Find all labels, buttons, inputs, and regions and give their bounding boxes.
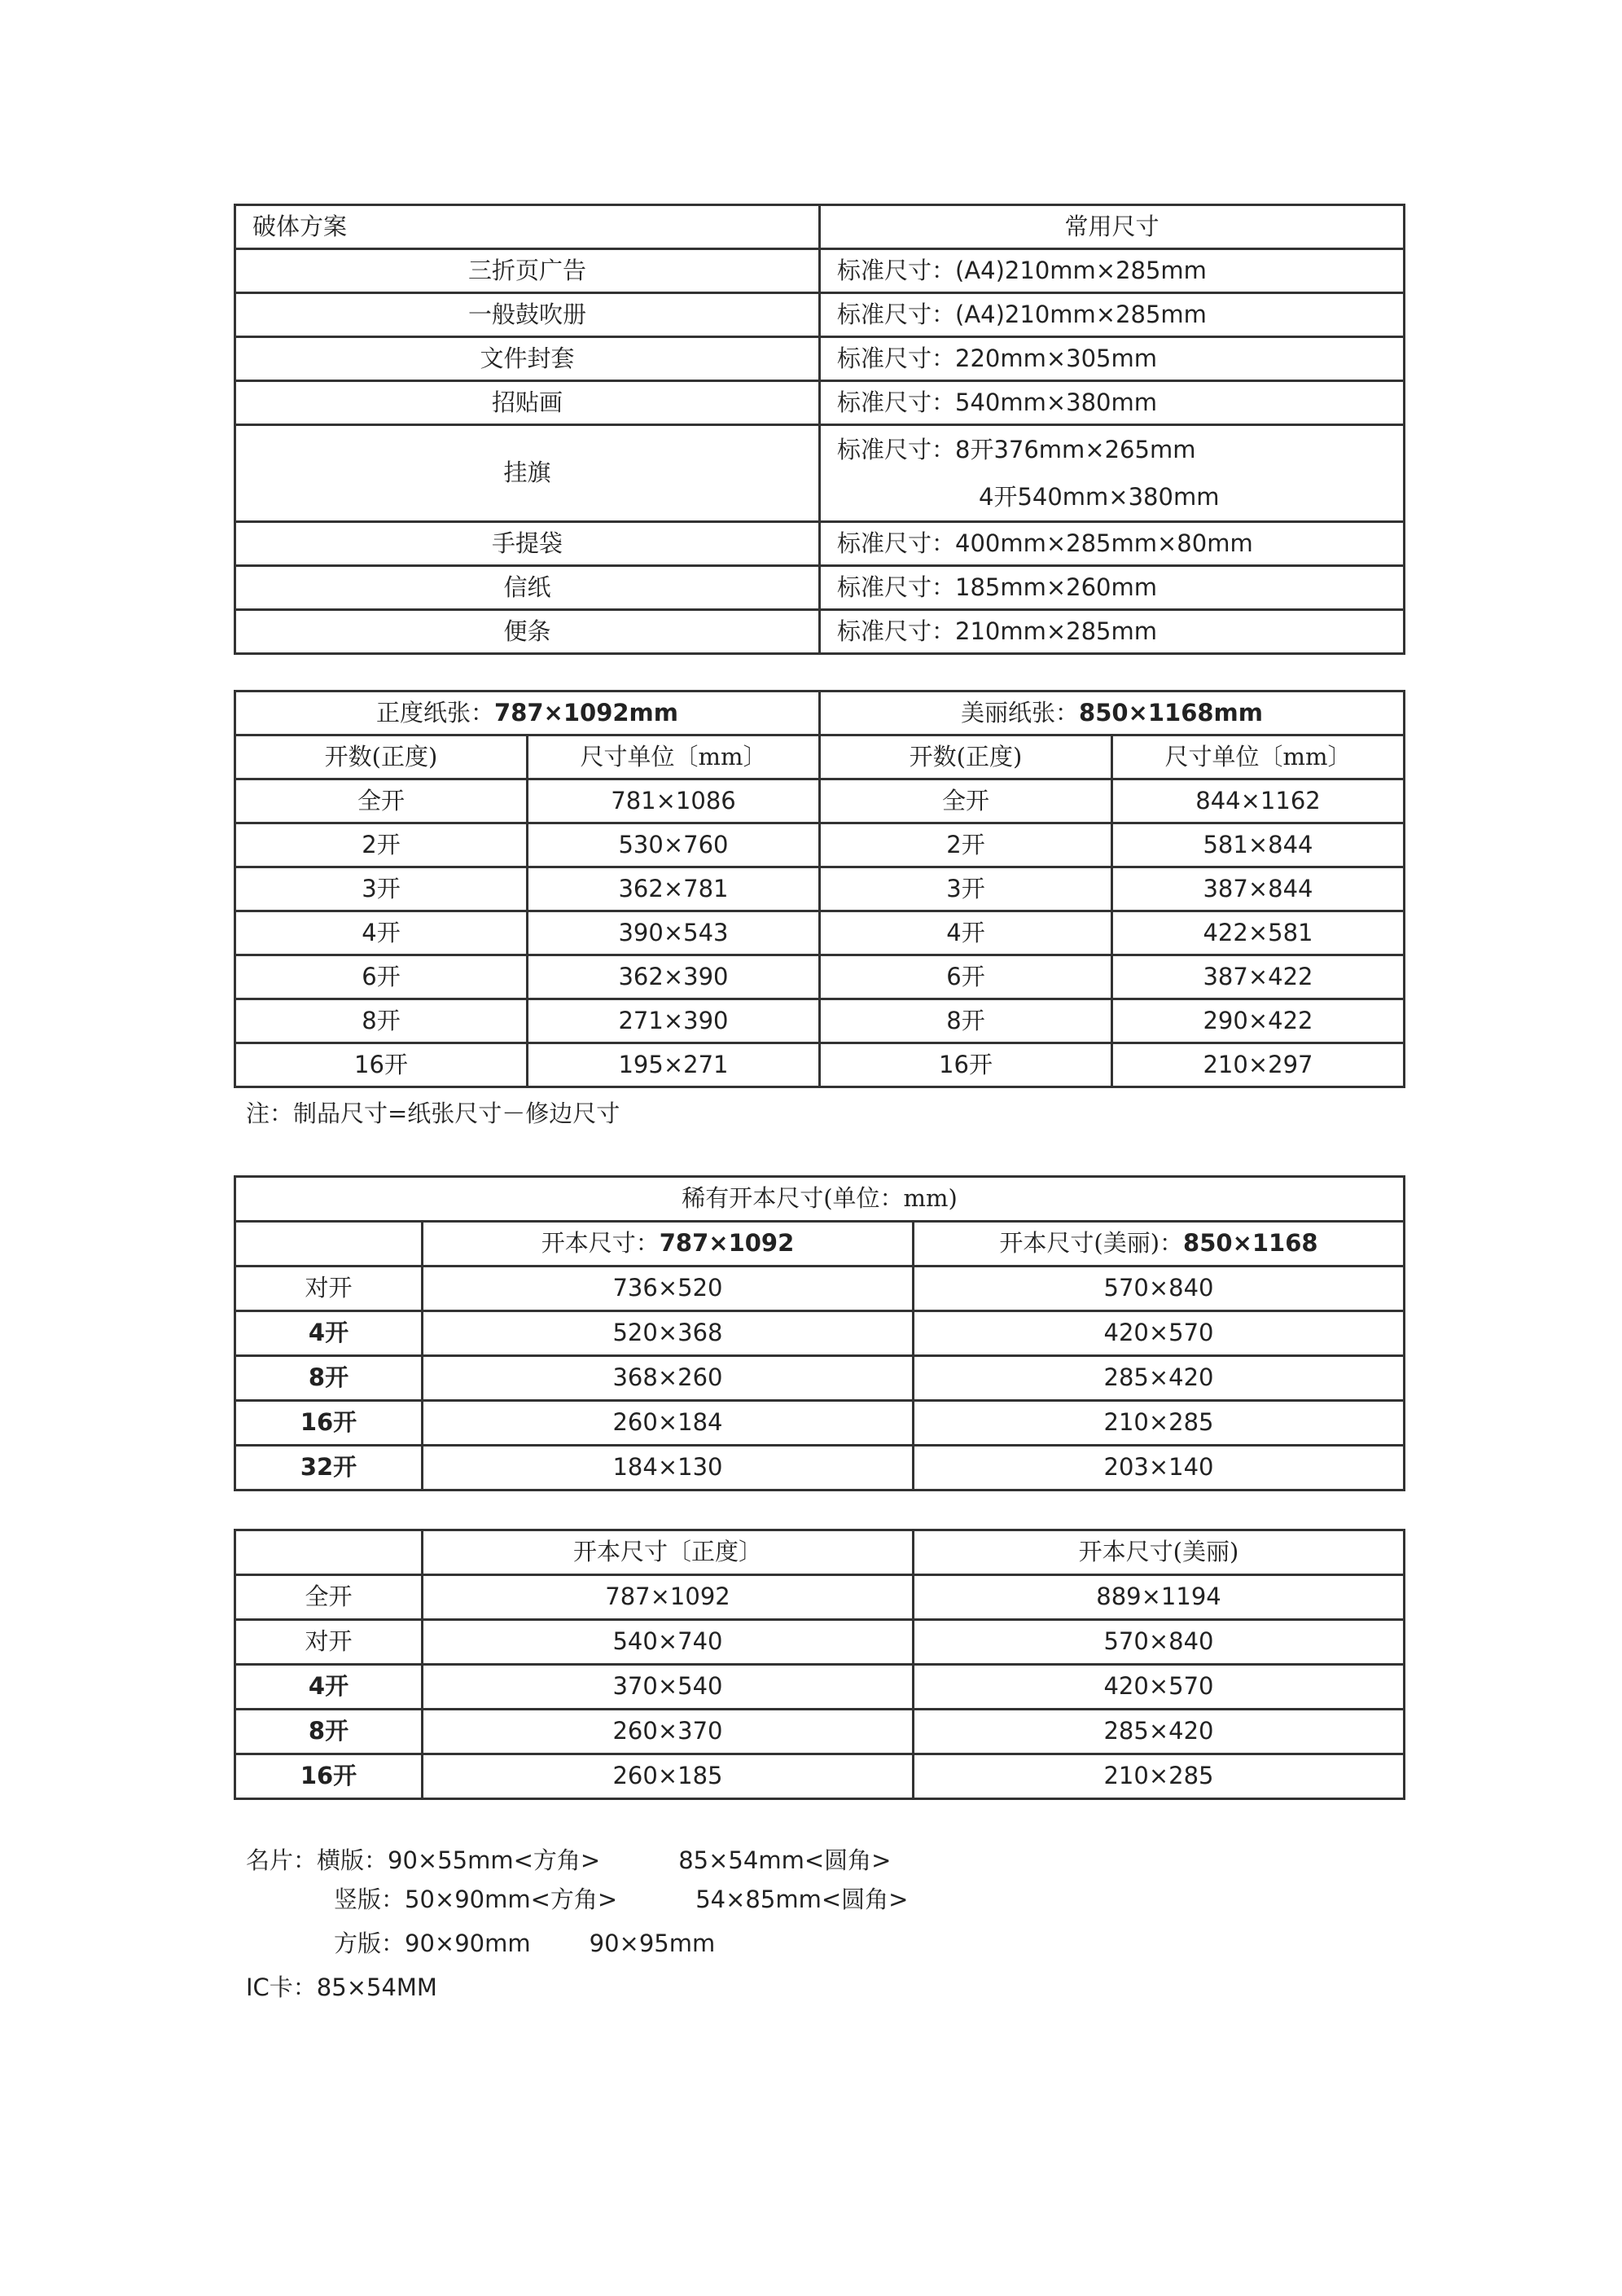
media-name: 招贴画 (235, 381, 820, 425)
media-size: 标准尺寸：210mm×285mm (820, 610, 1405, 654)
header-common-size: 常用尺寸 (820, 205, 1405, 249)
table-row (235, 566, 1405, 610)
large-size: 203×140 (914, 1446, 1405, 1490)
standard-size: 370×540 (423, 1665, 914, 1710)
table-row (235, 381, 1405, 425)
large-size: 285×420 (914, 1710, 1405, 1754)
paper-size: 271×390 (528, 999, 820, 1043)
open-count: 全开 (235, 779, 528, 823)
square-size-b: 90×95mm (589, 1929, 716, 1957)
open-count: 6开 (235, 955, 528, 999)
col-size-unit: 尺寸单位〔mm〕 (528, 735, 820, 779)
large-size: 889×1194 (914, 1575, 1405, 1620)
open-count: 2开 (235, 823, 528, 867)
note-text: 注：制品尺寸=纸张尺寸－修边尺寸 (246, 1100, 620, 1127)
large-size: 420×570 (914, 1665, 1405, 1710)
large-size: 285×420 (914, 1356, 1405, 1401)
rare-format-table (234, 1175, 1405, 1491)
media-name: 便条 (235, 610, 820, 654)
portrait-round-size: 54×85mm<圆角> (695, 1886, 909, 1913)
table-row (235, 955, 1405, 999)
square-label: 方版： (334, 1929, 406, 1957)
open-count: 8开 (235, 999, 528, 1043)
paper-size: 844×1162 (1112, 779, 1405, 823)
media-size: 标准尺寸：540mm×380mm (820, 381, 1405, 425)
business-card-landscape-line (246, 1842, 891, 1876)
paper-size: 210×297 (1112, 1043, 1405, 1087)
header-media: 破体方案 (235, 205, 820, 249)
media-size-table (234, 204, 1405, 655)
format-label: 4开 (235, 1311, 423, 1356)
table-row (235, 823, 1405, 867)
landscape-square-size: 90×55mm<方角> (388, 1846, 601, 1874)
large-size: 210×285 (914, 1754, 1405, 1799)
standard-size: 520×368 (423, 1311, 914, 1356)
media-size: 标准尺寸：400mm×285mm×80mm (820, 522, 1405, 566)
landscape-label: 横版： (317, 1846, 388, 1874)
standard-size: 260×184 (423, 1401, 914, 1446)
format-label: 全开 (235, 1575, 423, 1620)
large-paper-title: 美丽纸张：850×1168mm (820, 691, 1405, 735)
business-card-square-line (334, 1925, 715, 1959)
open-count: 8开 (820, 999, 1112, 1043)
col-large-format: 开本尺寸(美丽)：850×1168 (914, 1222, 1405, 1267)
table-row (235, 425, 1405, 522)
table-row (235, 249, 1405, 293)
standard-size: 787×1092 (423, 1575, 914, 1620)
paper-size-table (234, 690, 1405, 1088)
ic-card-size: IC卡：85×54MM (246, 1973, 437, 2001)
standard-size: 540×740 (423, 1620, 914, 1665)
table-header-row (235, 735, 1405, 779)
media-size: 标准尺寸：(A4)210mm×285mm (820, 249, 1405, 293)
empty-header-cell (235, 1530, 423, 1575)
media-name: 三折页广告 (235, 249, 820, 293)
table-row (235, 1620, 1405, 1665)
business-card-label: 名片： (246, 1846, 318, 1874)
table-header-row (235, 205, 1405, 249)
open-count: 4开 (235, 911, 528, 955)
table-row (235, 293, 1405, 337)
table-row (235, 1401, 1405, 1446)
paper-size: 422×581 (1112, 911, 1405, 955)
format-label: 16开 (235, 1401, 423, 1446)
empty-header-cell (235, 1222, 423, 1267)
col-standard-format: 开本尺寸〔正度〕 (423, 1530, 914, 1575)
media-name: 挂旗 (235, 425, 820, 522)
paper-size: 362×781 (528, 867, 820, 911)
format-size-table (234, 1529, 1405, 1800)
table-row (235, 337, 1405, 381)
table-row (235, 1710, 1405, 1754)
portrait-label: 竖版： (334, 1886, 406, 1913)
square-size-a: 90×90mm (405, 1929, 531, 1957)
col-size-unit: 尺寸单位〔mm〕 (1112, 735, 1405, 779)
paper-size: 290×422 (1112, 999, 1405, 1043)
standard-size: 184×130 (423, 1446, 914, 1490)
paper-size: 195×271 (528, 1043, 820, 1087)
open-count: 3开 (820, 867, 1112, 911)
open-count: 全开 (820, 779, 1112, 823)
table-row (235, 1311, 1405, 1356)
table-row (235, 1267, 1405, 1311)
standard-paper-title: 正度纸张：787×1092mm (235, 691, 820, 735)
open-count: 2开 (820, 823, 1112, 867)
media-name: 文件封套 (235, 337, 820, 381)
media-size: 标准尺寸：220mm×305mm (820, 337, 1405, 381)
table-row (235, 1575, 1405, 1620)
media-size-secondary: 4开540mm×380mm (979, 483, 1220, 511)
standard-size: 368×260 (423, 1356, 914, 1401)
table-row (235, 911, 1405, 955)
col-large-format: 开本尺寸(美丽) (914, 1530, 1405, 1575)
media-name: 手提袋 (235, 522, 820, 566)
paper-size: 581×844 (1112, 823, 1405, 867)
table-row (235, 867, 1405, 911)
table-row (235, 1043, 1405, 1087)
media-size: 标准尺寸：8开376mm×265mm (837, 436, 1196, 463)
format-label: 4开 (235, 1665, 423, 1710)
table-row (235, 522, 1405, 566)
large-size: 570×840 (914, 1620, 1405, 1665)
paper-size: 362×390 (528, 955, 820, 999)
table-row (235, 1665, 1405, 1710)
media-name: 信纸 (235, 566, 820, 610)
table-row (235, 1754, 1405, 1799)
table-row (235, 610, 1405, 654)
col-open-count: 开数(正度) (820, 735, 1112, 779)
media-size: 标准尺寸：(A4)210mm×285mm (820, 293, 1405, 337)
format-label: 8开 (235, 1356, 423, 1401)
business-card-portrait-line (334, 1881, 908, 1915)
large-size: 420×570 (914, 1311, 1405, 1356)
paper-size: 781×1086 (528, 779, 820, 823)
table-row (235, 999, 1405, 1043)
paper-size: 387×844 (1112, 867, 1405, 911)
table-title-row (235, 691, 1405, 735)
paper-size: 390×543 (528, 911, 820, 955)
media-size: 标准尺寸：185mm×260mm (820, 566, 1405, 610)
table-header-row (235, 1222, 1405, 1267)
media-name: 一般鼓吹册 (235, 293, 820, 337)
table-row (235, 779, 1405, 823)
large-size: 570×840 (914, 1267, 1405, 1311)
rare-format-title: 稀有开本尺寸(单位：mm) (235, 1177, 1405, 1222)
format-label: 16开 (235, 1754, 423, 1799)
paper-size: 387×422 (1112, 955, 1405, 999)
open-count: 4开 (820, 911, 1112, 955)
table-header-row (235, 1530, 1405, 1575)
portrait-square-size: 50×90mm<方角> (405, 1886, 618, 1913)
media-size-cell (820, 425, 1405, 522)
format-label: 32开 (235, 1446, 423, 1490)
table-row (235, 1356, 1405, 1401)
format-label: 8开 (235, 1710, 423, 1754)
open-count: 16开 (820, 1043, 1112, 1087)
landscape-round-size: 85×54mm<圆角> (678, 1846, 892, 1874)
large-size: 210×285 (914, 1401, 1405, 1446)
format-label: 对开 (235, 1267, 423, 1311)
open-count: 3开 (235, 867, 528, 911)
standard-size: 736×520 (423, 1267, 914, 1311)
table-row (235, 1446, 1405, 1490)
col-open-count: 开数(正度) (235, 735, 528, 779)
paper-size: 530×760 (528, 823, 820, 867)
table-title-row (235, 1177, 1405, 1222)
open-count: 6开 (820, 955, 1112, 999)
standard-size: 260×370 (423, 1710, 914, 1754)
open-count: 16开 (235, 1043, 528, 1087)
standard-size: 260×185 (423, 1754, 914, 1799)
format-label: 对开 (235, 1620, 423, 1665)
col-standard-format: 开本尺寸：787×1092 (423, 1222, 914, 1267)
